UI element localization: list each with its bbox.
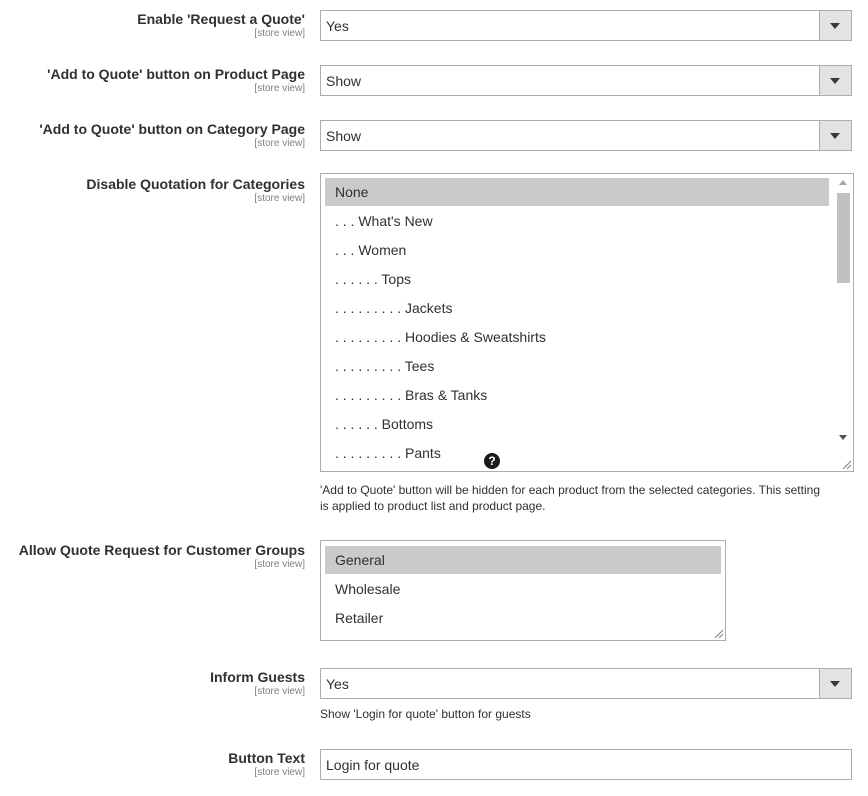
enable-quote-scope: [store view] <box>254 28 305 39</box>
inform-guests-note: Show 'Login for quote' button for guests <box>320 707 531 721</box>
category-option[interactable]: . . . . . . . . . Bras & Tanks <box>335 387 488 403</box>
category-page-button-label <box>39 120 305 150</box>
resize-grip-icon[interactable] <box>712 627 724 639</box>
product-page-button-dropdown-button[interactable] <box>819 66 851 95</box>
triangle-down-icon <box>830 78 840 84</box>
category-option[interactable]: . . . Women <box>335 242 407 258</box>
category-page-button-title: 'Add to Quote' button on Category Page <box>39 121 305 137</box>
scroll-down-arrow-icon[interactable] <box>839 435 847 440</box>
disable-categories-label <box>86 175 305 205</box>
scrollbar-thumb[interactable] <box>837 193 850 283</box>
inform-guests-scope: [store view] <box>254 686 305 697</box>
product-page-button-select[interactable] <box>320 65 852 96</box>
product-page-button-value: Show <box>326 73 362 89</box>
triangle-down-icon <box>830 133 840 139</box>
customer-group-option[interactable]: General <box>325 546 721 574</box>
categories-scrollbar[interactable] <box>835 175 852 470</box>
category-option[interactable]: . . . . . . . . . Hoodies & Sweatshirts <box>335 329 546 345</box>
disable-categories-note-line2: is applied to product list and product page. <box>320 499 546 513</box>
category-option[interactable]: . . . . . . Tops <box>335 271 411 287</box>
button-text-title: Button Text <box>228 750 305 766</box>
disable-categories-note-line1: 'Add to Quote' button will be hidden for each product from the selected categories. This setting <box>320 483 820 497</box>
category-option[interactable]: . . . What's New <box>335 213 433 229</box>
question-circle-icon[interactable]: ? <box>484 453 500 469</box>
button-text-scope: [store view] <box>254 767 305 778</box>
inform-guests-value: Yes <box>326 676 349 692</box>
product-page-button-label <box>47 65 305 95</box>
category-option[interactable]: . . . . . . Bottoms <box>335 416 434 432</box>
enable-quote-title: Enable 'Request a Quote' <box>137 11 305 27</box>
scroll-up-arrow-icon[interactable] <box>839 180 847 185</box>
category-page-button-scope: [store view] <box>254 138 305 149</box>
enable-quote-label <box>137 10 305 40</box>
category-option[interactable]: . . . . . . . . . Jackets <box>335 300 453 316</box>
customer-groups-scope: [store view] <box>254 559 305 570</box>
customer-groups-multiselect[interactable] <box>320 540 726 641</box>
inform-guests-title: Inform Guests <box>210 669 305 685</box>
resize-grip-icon[interactable] <box>840 458 852 470</box>
customer-group-option[interactable]: Retailer <box>335 610 384 626</box>
customer-groups-label <box>19 541 305 571</box>
enable-quote-value: Yes <box>326 18 349 34</box>
triangle-down-icon <box>830 23 840 29</box>
categories-multiselect[interactable] <box>320 173 854 472</box>
inform-guests-select[interactable] <box>320 668 852 699</box>
triangle-down-icon <box>830 681 840 687</box>
product-page-button-title: 'Add to Quote' button on Product Page <box>47 66 305 82</box>
button-text-label <box>228 749 305 779</box>
disable-categories-note <box>320 482 820 514</box>
disable-categories-scope: [store view] <box>254 193 305 204</box>
customer-groups-title: Allow Quote Request for Customer Groups <box>18 542 305 558</box>
category-option[interactable]: . . . . . . . . . Pants <box>335 445 441 461</box>
product-page-button-scope: [store view] <box>254 83 305 94</box>
category-page-button-value: Show <box>326 128 362 144</box>
disable-categories-title: Disable Quotation for Categories <box>86 176 305 192</box>
inform-guests-dropdown-button[interactable] <box>819 669 851 698</box>
inform-guests-label <box>210 668 305 698</box>
enable-quote-dropdown-button[interactable] <box>819 11 851 40</box>
category-option[interactable]: . . . . . . . . . Tees <box>335 358 435 374</box>
category-page-button-select[interactable] <box>320 120 852 151</box>
customer-group-option[interactable]: Wholesale <box>335 581 401 597</box>
category-page-button-dropdown-button[interactable] <box>819 121 851 150</box>
button-text-input[interactable] <box>320 749 852 780</box>
enable-quote-select[interactable] <box>320 10 852 41</box>
category-option[interactable]: None <box>325 178 829 206</box>
